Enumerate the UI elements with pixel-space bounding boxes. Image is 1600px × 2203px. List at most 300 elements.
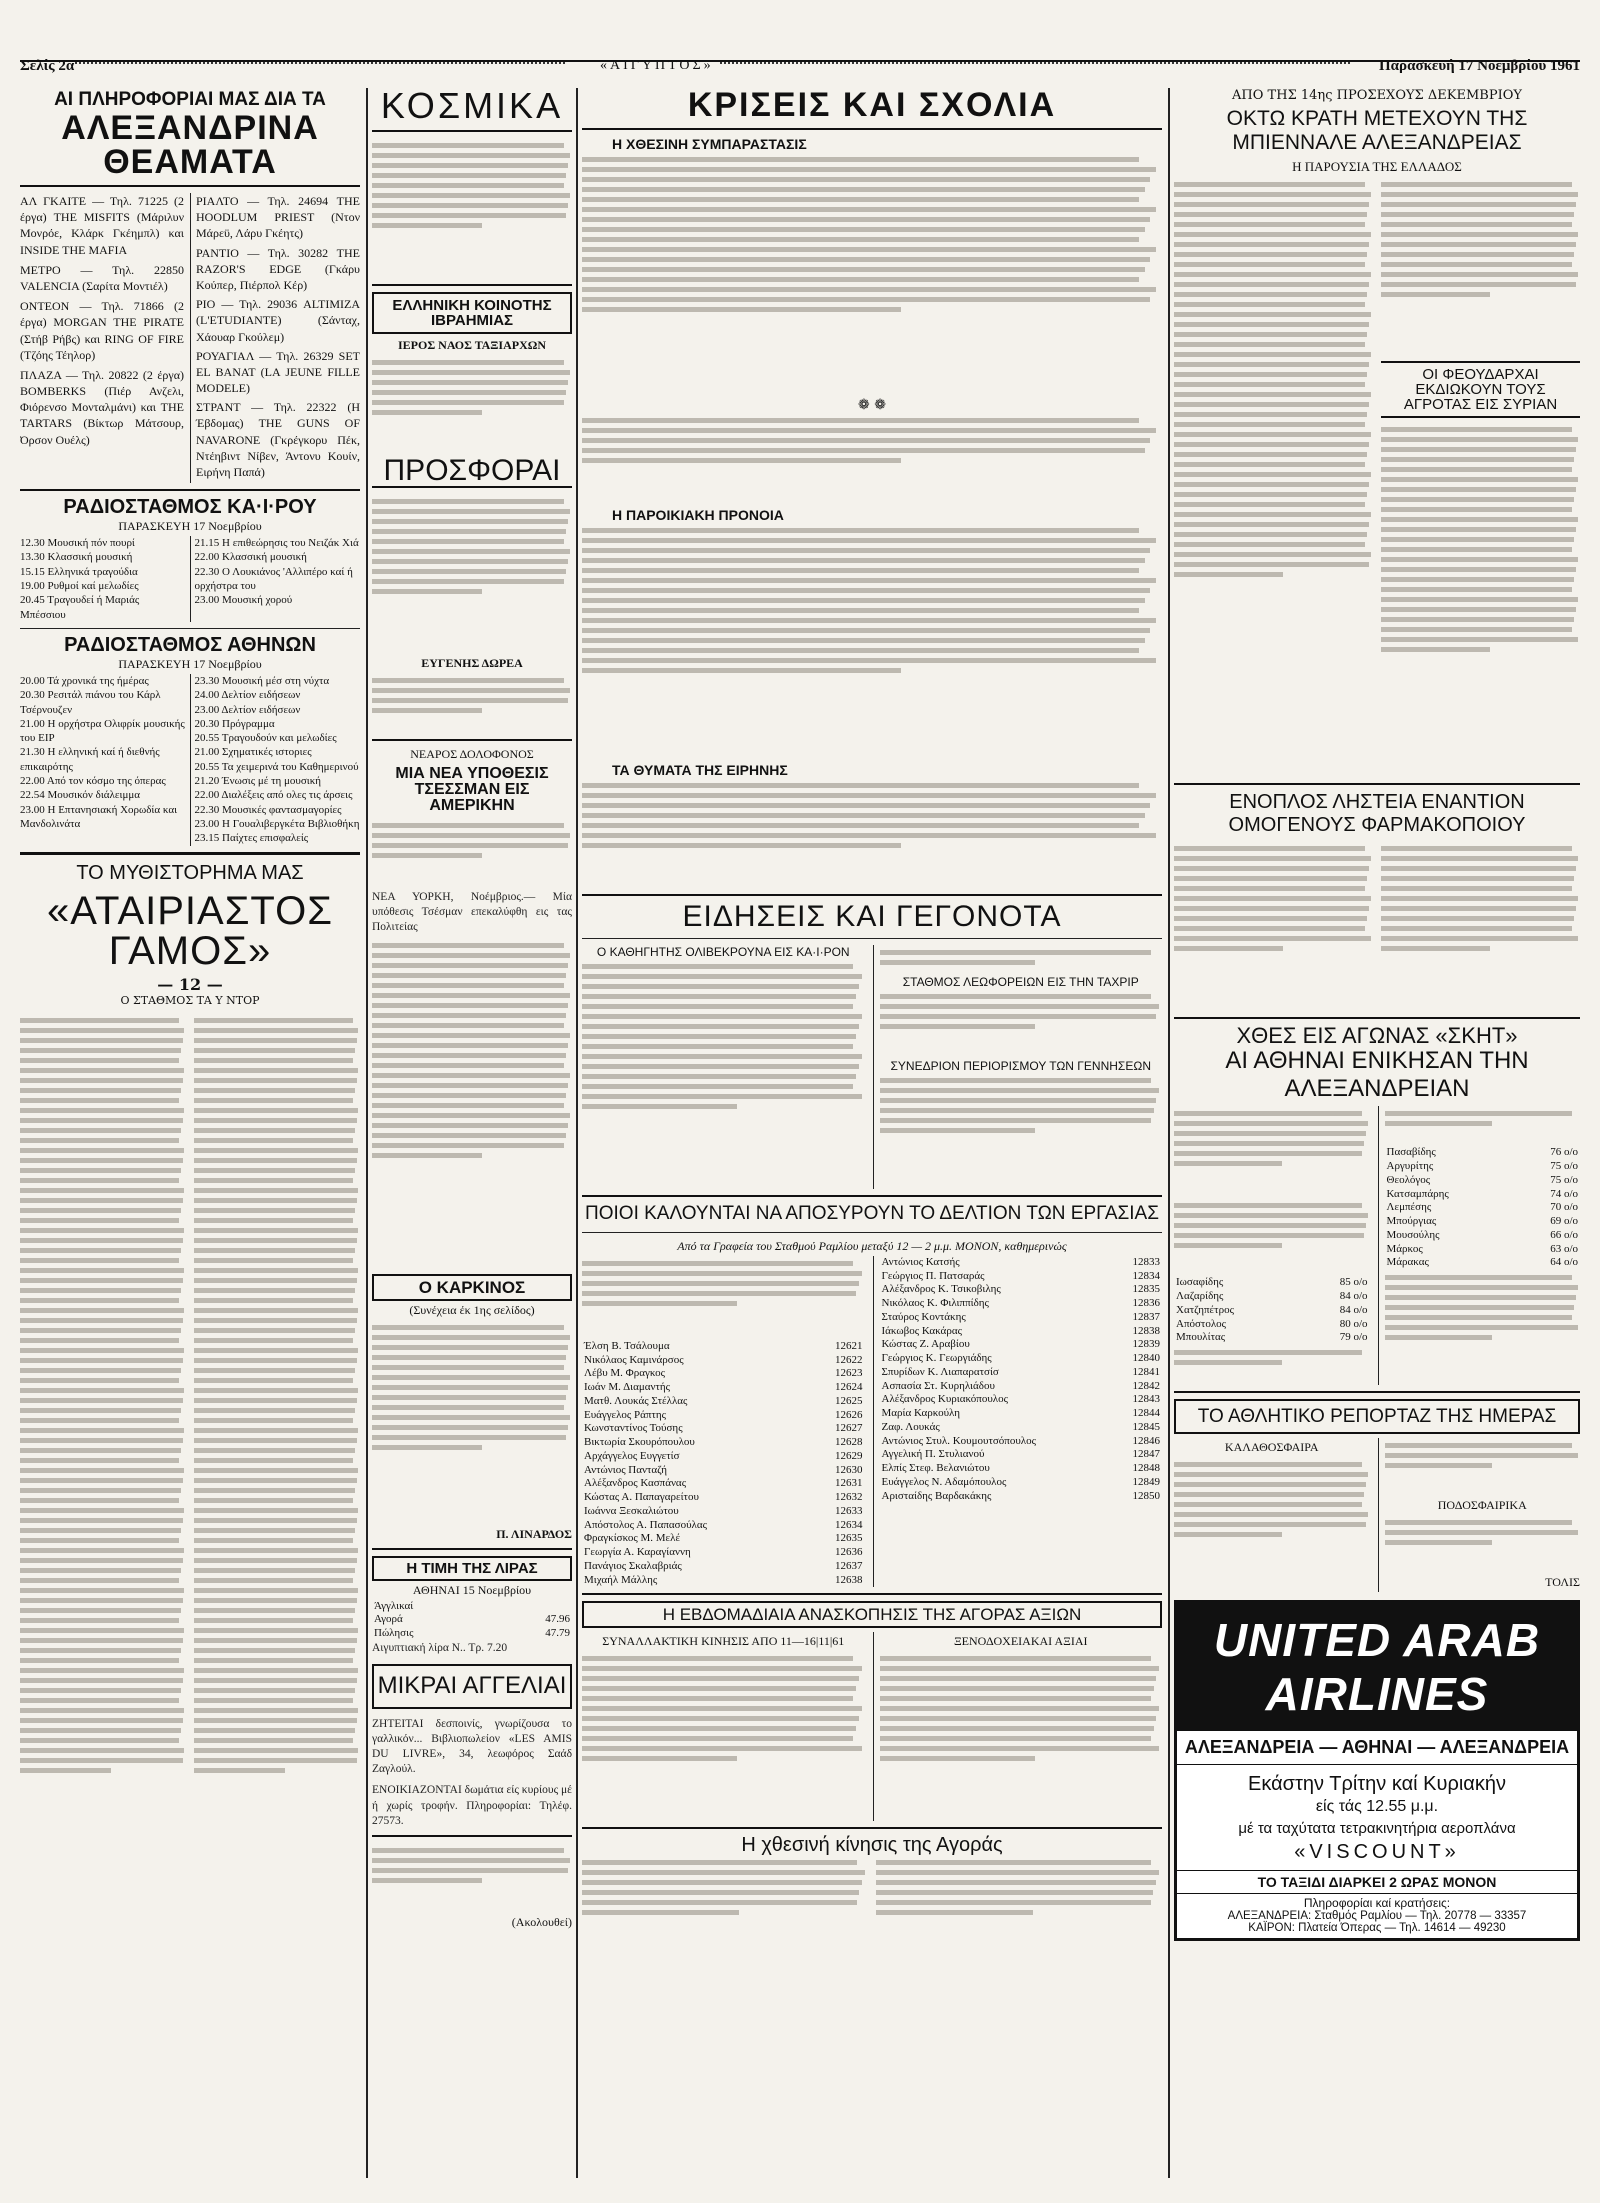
recall-number: 12846 xyxy=(1132,1434,1160,1447)
shooter-name: Μπούργιας xyxy=(1386,1215,1437,1228)
shooter-score: 84 ο/ο xyxy=(1339,1290,1368,1303)
column-arts-sports xyxy=(1174,88,1580,2188)
recall-lists xyxy=(582,1256,1162,1588)
recall-name: Κώστας Ζ. Αραβίου xyxy=(881,1338,970,1351)
cancer-title: Ο ΚΑΡΚΙΝΟΣ xyxy=(372,1274,572,1301)
recall-number: 12841 xyxy=(1132,1365,1160,1378)
shooter-name: Αργυρίτης xyxy=(1386,1160,1434,1173)
masthead xyxy=(20,6,1580,74)
cinema-entry: ΟΝΤΕΟΝ — Τηλ. 71866 (2 έργα) MORGAN THE PIRATE (Στήβ Ρήβς) και RING OF FIRE (Τζόης Τέηλορ) xyxy=(20,299,184,362)
cinema-entry: ΡΟΥΑΓΙΑΛ — Τηλ. 26329 SET EL BANAT (LA JEUNE FILLE MODELE) xyxy=(196,348,360,396)
schedule-item: 21.15 Η επιθεώρησις του Νειζάκ Χιά xyxy=(194,537,359,550)
table-row xyxy=(880,1366,1163,1380)
airline-plane: «VISCOUNT» xyxy=(1294,1841,1460,1864)
skeet-scores-alexandria xyxy=(1174,1276,1370,1345)
shooter-score: 69 ο/ο xyxy=(1550,1215,1578,1228)
recall-name: Κωνσταντίνος Τούσης xyxy=(584,1422,683,1435)
cairo-radio-schedule xyxy=(20,536,360,622)
recall-intro xyxy=(582,1256,865,1340)
church-text xyxy=(372,355,572,450)
sports-signature: ΤΟΛΙΣ xyxy=(1545,1575,1580,1590)
schedule-item: 15.15 Ελληνικά τραγούδια xyxy=(20,565,138,578)
schedule-item: 21.00 Σχηματικές ιστοριες xyxy=(194,746,312,759)
shooter-name: Χατζηπέτρος xyxy=(1176,1303,1234,1316)
welfare-title: Η ΠΑΡΟΙΚΙΑΚΗ ΠΡΟΝΟΙΑ xyxy=(612,507,784,523)
column-rule-3 xyxy=(1168,88,1170,2178)
murder-text xyxy=(372,938,572,1268)
airline-time: είς τάς 12.55 μ.μ. xyxy=(1315,1798,1439,1816)
news-title: ΕΙΔΗΣΕΙΣ ΚΑΙ ΓΕΓΟΝΟΤΑ xyxy=(682,900,1062,933)
schedule-item: 21.20 Ένωσις μέ τη μουσική xyxy=(194,775,322,788)
shooter-score: 63 ο/ο xyxy=(1550,1242,1578,1255)
recall-number: 12630 xyxy=(835,1463,863,1476)
cancer-subtitle: (Συνέχεια έκ 1ης σελίδος) xyxy=(409,1302,535,1317)
recall-number: 12628 xyxy=(835,1436,863,1449)
shooter-name: Μάρκος xyxy=(1386,1242,1423,1255)
column-social xyxy=(372,88,572,2188)
recall-number: 12839 xyxy=(1132,1338,1160,1351)
market-text-right xyxy=(880,1651,1163,1821)
lira-title: Η ΤΙΜΗ ΤΗΣ ΛΙΡΑΣ xyxy=(372,1556,572,1581)
lira-value xyxy=(492,1600,572,1614)
lira-egyptian: Αιγυπτιακή λίρα Ν.. Τρ. 7.20 xyxy=(372,1641,508,1654)
schedule-item: 21.00 Η ορχήστρα Ολιφρίκ μουσικής του ΕΙΡ xyxy=(20,717,185,745)
biennale-kicker: ΑΠΟ ΤΗΣ 14ης ΠΡΟΣΕΧΟΥΣ ΔΕΚΕΜΒΡΙΟΥ xyxy=(1232,88,1522,103)
murder-kicker: ΝΕΑΡΟΣ ΔΟΛΟΦΟΝΟΣ xyxy=(410,747,534,761)
table-row xyxy=(880,1407,1163,1421)
table-row xyxy=(880,1270,1163,1284)
comments-title: ΚΡΙΣΕΙΣ ΚΑΙ ΣΧΟΛΙΑ xyxy=(687,88,1057,124)
airline-alexandria: ΑΛΕΞΑΝΔΡΕΙΑ: Σταθμός Ραμλίου — Τηλ. 20778 — 33357 xyxy=(1227,1910,1527,1923)
schedule-item: 23.00 Μουσική χορού xyxy=(194,594,293,607)
recall-name: Ευάγγελος Ράπτης xyxy=(584,1408,666,1421)
skeet-text-right-2 xyxy=(1385,1270,1581,1380)
shooter-score: 79 ο/ο xyxy=(1339,1331,1368,1344)
cinema-entry: ΡΙΟ — Τηλ. 29036 ALTIMIZA (L'ETUDIANTE) (Σάνταχ, Χάουαρ Γκούλεμ) xyxy=(196,297,360,344)
airline-plane-line: μέ τα ταχύτατα τετρακινητήρια αεροπλάνα xyxy=(1238,1820,1516,1838)
column-rule-2 xyxy=(576,88,578,2178)
biennale-body xyxy=(1174,177,1580,777)
recall-number: 12631 xyxy=(835,1477,863,1490)
novel-part: — 12 — xyxy=(157,974,223,994)
schedule-item: 13.30 Κλασσική μουσική xyxy=(20,551,133,564)
robbery-text-left xyxy=(1174,841,1373,1011)
recall-number: 12838 xyxy=(1132,1324,1160,1337)
shooter-name: Πασαβίδης xyxy=(1386,1146,1436,1159)
recall-number: 12835 xyxy=(1132,1283,1160,1296)
sports-title: ΤΟ ΑΘΛΗΤΙΚΟ ΡΕΠΟΡΤΑΖ ΤΗΣ ΗΜΕΡΑΣ xyxy=(1174,1399,1580,1434)
recall-name: Ελπίς Στεφ. Βελανιώτου xyxy=(881,1462,990,1475)
table-row xyxy=(1174,1276,1370,1290)
recall-name: Ιάκωβος Κακάρας xyxy=(881,1324,962,1337)
shooter-score: 75 ο/ο xyxy=(1550,1160,1578,1173)
table-row xyxy=(1385,1229,1581,1243)
recall-name: Ιωάν Μ. Διαμαντής xyxy=(584,1381,671,1394)
recall-number: 12638 xyxy=(835,1573,863,1586)
community-title: ΕΛΛΗΝΙΚΗ ΚΟΙΝΟΤΗΣ ΙΒΡΑΗΜΙΑΣ xyxy=(372,292,572,334)
birth-control-title: ΣΥΝΕΔΡΙΟΝ ΠΕΡΙΟΡΙΣΜΟΥ ΤΩΝ ΓΕΝΝΗΣΕΩΝ xyxy=(890,1059,1151,1073)
airline-route: ΑΛΕΞΑΝΔΡΕΙΑ — ΑΘΗΝΑΙ — ΑΛΕΞΑΝΔΡΕΙΑ xyxy=(1177,1731,1577,1765)
basketball-title: ΚΑΛΑΘΟΣΦΑΙΡΑ xyxy=(1224,1440,1319,1455)
farmers-title: ΟΙ ΦΕΟΥΔΑΡΧΑΙ ΕΚΔΙΩΚΟΥΝ ΤΟΥΣ ΑΓΡΟΤΑΣ ΕΙΣ ΣΥΡΙΑΝ xyxy=(1381,361,1580,418)
recall-number: 12834 xyxy=(1132,1269,1160,1282)
football-title: ΠΟΔΟΣΦΑΙΡΙΚΑ xyxy=(1437,1498,1527,1513)
shooter-name: Μουσούλης xyxy=(1386,1228,1440,1241)
page-number: Σελίς 2α xyxy=(20,58,75,74)
table-row xyxy=(582,1546,865,1560)
table-row xyxy=(582,1340,865,1354)
schedule-item: 22.00 Διαλέξεις από ολες τις άρσεις xyxy=(194,789,353,802)
lira-label: Πώλησις xyxy=(374,1627,414,1640)
recall-subtitle: Από τα Γραφεία του Σταθμού Ραμλίου μεταξύ 12 — 2 μ.μ. ΜΟΝΟΝ, καθημερινώς xyxy=(677,1238,1067,1253)
lira-table xyxy=(372,1600,572,1641)
recall-number: 12844 xyxy=(1132,1407,1160,1420)
schedule-item: 20.55 Τραγουδούν και μελωδίες xyxy=(194,732,337,745)
recall-title: ΠΟΙΟΙ ΚΑΛΟΥΝΤΑΙ ΝΑ ΑΠΟΣΥΡΟΥΝ ΤΟ ΔΕΛΤΙΟΝ ΤΩΝ ΕΡΓΑΣΙΑΣ xyxy=(585,1203,1159,1224)
biennale-title: ΟΚΤΩ ΚΡΑΤΗ ΜΕΤΕΧΟΥΝ ΤΗΣ ΜΠΙΕΝΝΑΛΕ ΑΛΕΞΑΝΔΡΕΙΑΣ xyxy=(1226,107,1528,155)
skeet-text-left xyxy=(1174,1106,1370,1198)
robbery-text-right xyxy=(1381,841,1580,1011)
gift-text xyxy=(372,673,572,733)
schedule-item: 23.15 Παίχτες επισφαλείς xyxy=(194,832,309,845)
cinema-entry: ΡΑΝΤΙΟ — Τηλ. 30282 THE RAZOR'S EDGE (Γκάρυ Κούπερ, Πιέρπολ Κέρ) xyxy=(196,245,360,292)
table-row xyxy=(880,1352,1163,1366)
recall-number: 12636 xyxy=(835,1546,863,1559)
shooter-score: 70 ο/ο xyxy=(1550,1201,1578,1214)
table-row xyxy=(582,1505,865,1519)
recall-number: 12625 xyxy=(835,1394,863,1407)
skeet-text-left-3 xyxy=(1174,1345,1370,1385)
table-row xyxy=(1385,1146,1581,1160)
table-row xyxy=(880,1380,1163,1394)
shooter-score: 74 ο/ο xyxy=(1550,1187,1578,1200)
biennale-text-left xyxy=(1174,177,1373,777)
recall-name: Ματθ. Λουκάς Στέλλας xyxy=(584,1394,688,1407)
lira-value: 47.79 xyxy=(545,1627,570,1640)
table-row xyxy=(1385,1160,1581,1174)
table-row xyxy=(1385,1215,1581,1229)
shooter-name: Μπουλίτας xyxy=(1176,1331,1226,1344)
recall-name: Αντώνιος Στυλ. Κουμουτσόπουλος xyxy=(881,1434,1036,1447)
table-row xyxy=(582,1491,865,1505)
market-subtitle-left: ΣΥΝΑΛΛΑΚΤΙΚΗ ΚΙΝΗΣΙΣ ΑΠΟ 11—16|11|61 xyxy=(602,1634,845,1649)
table-row xyxy=(880,1435,1163,1449)
recall-name: Βικτωρία Σκουρόπουλου xyxy=(584,1436,695,1449)
novel-kicker: ΤΟ ΜΥΘΙΣΤΟΡΗΜΑ ΜΑΣ xyxy=(76,861,304,884)
cinema-list-left xyxy=(20,193,184,483)
recall-name: Μαρία Καρκούλη xyxy=(881,1407,961,1420)
recall-number: 12635 xyxy=(835,1532,863,1545)
schedule-item: 20.30 Ρεσιτάλ πιάνου του Κάρλ Τσέρνουζεν xyxy=(20,689,161,716)
offers-title: ΠΡΟΣΦΟΡΑΙ xyxy=(372,456,572,488)
recall-name: Απόστολος Α. Παπασούλας xyxy=(584,1518,707,1531)
airline-duration: ΤΟ ΤΑΞΙΔΙ ΔΙΑΡΚΕΙ 2 ΩΡΑΣ ΜΟΝΟΝ xyxy=(1177,1870,1577,1894)
yesterday-text-left xyxy=(582,1855,868,1947)
schedule-item: 23.00 Η Επτανησιακή Χορωδία και Μανδολινάτα xyxy=(20,803,178,830)
table-row xyxy=(582,1477,865,1491)
bus-station-title: ΣΤΑΘΜΟΣ ΛΕΩΦΟΡΕΙΩΝ ΕΙΣ ΤΗΝ ΤΑΧΡΙΡ xyxy=(902,975,1139,989)
recall-number: 12840 xyxy=(1132,1352,1160,1365)
cancer-author: Π. ΛΙΝΑΡΔΟΣ xyxy=(496,1526,572,1541)
recall-number: 12624 xyxy=(835,1381,863,1394)
table-row xyxy=(880,1283,1163,1297)
issue-date: Παρασκευή 17 Νοεμβρίου 1961 xyxy=(1379,58,1580,74)
market-title: Η ΕΒΔΟΜΑΔΙΑΙΑ ΑΝΑΣΚΟΠΗΣΙΣ ΤΗΣ ΑΓΟΡΑΣ ΑΞΙΩΝ xyxy=(582,1601,1162,1628)
table-row xyxy=(880,1476,1163,1490)
schedule-item: 22.00 Από τον κόσμο της όπερας xyxy=(20,775,166,788)
masthead-dots-right xyxy=(720,62,1350,64)
welfare-text xyxy=(582,523,1162,758)
recall-name: Αρχάγγελος Ευγγετίσ xyxy=(584,1449,680,1462)
table-row xyxy=(582,1381,865,1395)
airline-advertisement xyxy=(1174,1600,1580,1941)
recall-name: Αλέξανδρος Κυριακόπουλος xyxy=(881,1393,1008,1406)
table-row xyxy=(880,1421,1163,1435)
solidarity-text-2 xyxy=(582,413,1162,501)
skeet-kicker: ΧΘΕΣ ΕΙΣ ΑΓΩΝΑΣ «ΣΚΗΤ» xyxy=(1236,1023,1518,1049)
recall-number: 12626 xyxy=(835,1408,863,1421)
schedule-item: 12.30 Μουσική πόν πουρί xyxy=(20,537,135,550)
recall-number: 12629 xyxy=(835,1449,863,1462)
recall-name: Αρισταίδης Βαρδακάκης xyxy=(881,1489,992,1502)
novel-title: «ΑΤΑΙΡΙΑΣΤΟΣ ΓΑΜΟΣ» xyxy=(47,888,333,973)
shooter-name: Λεμπέσης xyxy=(1386,1201,1432,1214)
table-row xyxy=(880,1462,1163,1476)
schedule-item: 23.00 Η Γουαλιβεργκέτα Βιβλιοθήκη xyxy=(194,817,360,830)
table-row xyxy=(1385,1201,1581,1215)
bus-station-text xyxy=(880,989,1163,1059)
table-row xyxy=(880,1256,1163,1270)
novel-text-left xyxy=(20,1013,186,2153)
market-columns xyxy=(582,1632,1162,1821)
table-row xyxy=(1385,1188,1581,1202)
recall-table-left xyxy=(582,1340,865,1588)
table-row xyxy=(1174,1304,1370,1318)
table-row xyxy=(582,1422,865,1436)
farmers-text xyxy=(1381,422,1580,774)
schedule-item: 23.00 Δελτίον ειδήσεων xyxy=(194,703,301,716)
table-row xyxy=(372,1600,572,1614)
table-row xyxy=(1385,1174,1581,1188)
skeet-title: ΑΙ ΑΘΗΝΑΙ ΕΝΙΚΗΣΑΝ ΤΗΝ ΑΛΕΞΑΝΔΡΕΙΑΝ xyxy=(1225,1047,1529,1102)
news-text xyxy=(880,945,1163,975)
sports-body xyxy=(1174,1438,1580,1592)
shooter-score: 85 ο/ο xyxy=(1339,1276,1368,1289)
cinema-entry: ΜΕΤΡΟ — Τηλ. 22850 VALENCIA (Σαρίτα Μοντιέλ) xyxy=(20,262,184,293)
recall-name: Μιχαήλ Μάλλης xyxy=(584,1573,658,1586)
schedule-item: 22.30 Μουσικές φαντασμαγορίες xyxy=(194,803,342,816)
skeet-scores-athens xyxy=(1385,1146,1581,1270)
recall-number: 12842 xyxy=(1132,1379,1160,1392)
table-row xyxy=(880,1297,1163,1311)
victims-text xyxy=(582,778,1162,888)
athens-radio-title: ΡΑΔΙΟΣΤΑΘΜΟΣ ΑΘΗΝΩΝ xyxy=(64,633,316,656)
robbery-body xyxy=(1174,841,1580,1011)
table-row xyxy=(880,1311,1163,1325)
theatres-title: ΑΛΕΞΑΝΔΡΙΝΑ ΘΕΑΜΑΤΑ xyxy=(61,109,319,181)
table-row xyxy=(582,1367,865,1381)
airline-cairo: ΚΑΪΡΟΝ: Πλατεία Όπερας — Τηλ. 14614 — 49230 xyxy=(1248,1922,1506,1935)
cairo-radio-title: ΡΑΔΙΟΣΤΑΘΜΟΣ ΚΑ·Ι·ΡΟΥ xyxy=(63,496,317,519)
shooter-score: 76 ο/ο xyxy=(1550,1146,1578,1159)
murder-title: ΜΙΑ ΝΕΑ ΥΠΟΘΕΣΙΣ ΤΣΕΣΣΜΑΝ ΕΙΣ ΑΜΕΡΙΚΗΝ xyxy=(395,765,549,814)
recall-name: Πανάγιος Σκαλαβριάς xyxy=(584,1559,682,1572)
athens-radio-schedule xyxy=(20,674,360,846)
recall-number: 12833 xyxy=(1132,1255,1160,1268)
schedule-item: 20.45 Τραγουδεί ή Μαριάς Μπέσσιου xyxy=(20,594,140,621)
shooter-name: Απόστολος xyxy=(1176,1317,1227,1330)
yesterday-market-columns xyxy=(582,1855,1162,1947)
schedule-item: 20.55 Τα χειμερινά του Καθημερινού xyxy=(194,760,359,773)
recall-number: 12837 xyxy=(1132,1310,1160,1323)
classified-ad: ΕΝΟΙΚΙΑΖΟΝΤΑΙ δωμάτια είς κυρίους μέ ή χωρίς τροφήν. Πληροφορίαι: Τηλέφ. 27573. xyxy=(372,1784,572,1827)
schedule-item: 19.00 Ρυθμοί καί μελωδίες xyxy=(20,580,139,593)
novel-text-right xyxy=(194,1013,360,2153)
recall-name: Σταύρος Κοντάκης xyxy=(881,1310,966,1323)
cinema-entry: ΡΙΑΛΤΟ — Τηλ. 24694 THE HOODLUM PRIEST (Ντον Μάρεϋ, Λάρυ Γκέητς) xyxy=(196,194,360,241)
recall-name: Αντώνιος Κατσής xyxy=(881,1255,960,1268)
table-row xyxy=(880,1448,1163,1462)
recall-number: 12848 xyxy=(1132,1462,1160,1475)
birth-control-text xyxy=(880,1073,1163,1168)
recall-number: 12623 xyxy=(835,1367,863,1380)
recall-name: Σπυρίδων Κ. Λιαπαρατσίσ xyxy=(881,1365,999,1378)
recall-name: Αγγελική Π. Στυλιανού xyxy=(881,1448,985,1461)
continued-note: (Ακολουθεί) xyxy=(511,1914,572,1929)
schedule-item: 21.30 Η ελληνική καί ή διεθνής επικαιρότης xyxy=(20,746,160,773)
schedule-item: 24.00 Δελτίον ειδήσεων xyxy=(194,689,301,702)
robbery-title: ΕΝΟΠΛΟΣ ΛΗΣΤΕΙΑ ΕΝΑΝΤΙΟΝ ΟΜΟΓΕΝΟΥΣ ΦΑΡΜΑΚΟΠΟΙΟΥ xyxy=(1228,791,1526,837)
recall-number: 12845 xyxy=(1132,1420,1160,1433)
shooter-name: Ιωσαφίδης xyxy=(1176,1276,1224,1289)
solidarity-title: Η ΧΘΕΣΙΝΗ ΣΥΜΠΑΡΑΣΤΑΣΙΣ xyxy=(612,136,807,152)
church-title: ΙΕΡΟΣ ΝΑΟΣ ΤΑΞΙΑΡΧΩΝ xyxy=(397,338,547,352)
novel-body xyxy=(20,1013,360,2153)
recall-number: 12637 xyxy=(835,1559,863,1572)
cairo-radio-date: ΠΑΡΑΣΚΕΥΗ 17 Νοεμβρίου xyxy=(118,519,262,534)
table-row xyxy=(1174,1290,1370,1304)
cinema-entry: ΣΤΡΑΝΤ — Τηλ. 22322 (Η Έβδομας) THE GUNS OF NAVARONE (Γκρέγκορυ Πέκ, Ντέηβιντ Νίβεν, Άντονυ Κουίν, Ειρήνη Παπά) xyxy=(196,400,360,479)
shooter-score: 75 ο/ο xyxy=(1550,1173,1578,1186)
shooter-score: 84 ο/ο xyxy=(1339,1303,1368,1316)
sports-text xyxy=(1385,1438,1581,1496)
athens-radio-date: ΠΑΡΑΣΚΕΥΗ 17 Νοεμβρίου xyxy=(118,656,262,671)
recall-number: 12633 xyxy=(835,1504,863,1517)
recall-number: 12634 xyxy=(835,1518,863,1531)
cancer-text xyxy=(372,1320,572,1525)
recall-number: 12850 xyxy=(1132,1489,1160,1502)
lira-value: 47.96 xyxy=(545,1613,570,1626)
recall-number: 12622 xyxy=(835,1353,863,1366)
solidarity-text xyxy=(582,152,1162,397)
skeet-text-left-2 xyxy=(1174,1198,1370,1276)
recall-name: Λέβυ Μ. Φραγκος xyxy=(584,1367,665,1380)
lira-date: ΑΘΗΝΑΙ 15 Νοεμβρίου xyxy=(412,1582,532,1597)
table-row xyxy=(582,1450,865,1464)
recall-name: Γεώργιος Κ. Γεωργιάδης xyxy=(881,1352,992,1365)
recall-number: 12632 xyxy=(835,1491,863,1504)
cinema-list-right xyxy=(190,193,360,483)
cinema-entry: ΠΛΑΖΑ — Τηλ. 20822 (2 έργα) BOMBERKS (Πιέρ Ανζελι, Φιόρενσο Μονταλμάνι) και THE TARTARS (Βίκτωρ Μάτσουρ, Όρσον Ουέλς) xyxy=(20,367,184,447)
table-row xyxy=(1385,1256,1581,1270)
biennale-text-right xyxy=(1381,177,1580,357)
recall-number: 12836 xyxy=(1132,1297,1160,1310)
recall-name: Αλέξανδρος Κ. Τσικοβιλης xyxy=(881,1283,1001,1296)
tail-text xyxy=(372,1843,572,1913)
shooter-score: 64 ο/ο xyxy=(1550,1256,1578,1269)
table-row xyxy=(372,1627,572,1641)
schedule-item: 22.54 Μουσικόν διάλειμμα xyxy=(20,789,141,802)
table-row xyxy=(1385,1243,1581,1257)
table-row xyxy=(582,1519,865,1533)
recall-name: Έλση Β. Τσάλουμα xyxy=(584,1339,670,1352)
recall-name: Νικόλαος Κ. Φιλιππίδης xyxy=(881,1297,989,1310)
professor-text xyxy=(582,959,865,1189)
basketball-text xyxy=(1174,1457,1370,1577)
table-row xyxy=(880,1338,1163,1352)
recall-name: Ιωάννα Ξεσκαλιώτου xyxy=(584,1504,679,1517)
murder-dateline: ΝΕΑ ΥΟΡΚΗ, Νοέμβριος.— Μία υπόθεσις Τσέσμαν επεκαλύφθη εις τας Πολιτείας xyxy=(372,891,572,934)
offers-text xyxy=(372,494,572,654)
recall-name: Αλέξανδρος Κασπάνας xyxy=(584,1477,687,1490)
theatres-kicker: ΑΙ ΠΛΗΡΟΦΟΡΙΑΙ ΜΑΣ ΔΙΑ ΤΑ xyxy=(54,89,326,110)
classifieds-title: ΜΙΚΡΑΙ ΑΓΓΕΛΙΑΙ xyxy=(372,1664,572,1709)
recall-table-right xyxy=(880,1256,1163,1504)
table-row xyxy=(582,1574,865,1588)
football-text xyxy=(1385,1515,1581,1573)
recall-name: Ασπασία Στ. Κυρηλιάδου xyxy=(881,1379,995,1392)
classified-ad: ΖΗΤΕΙΤΑΙ δεσποινίς, γνωρίζουσα το γαλλικόν... Βιβλιοπωλείον «LES AMIS DU LIVRE», 34, λεωφόρος Σαάδ Ζαγλούλ. xyxy=(372,1717,572,1776)
recall-name: Ζαφ. Λουκάς xyxy=(881,1420,940,1433)
table-row xyxy=(582,1560,865,1574)
recall-name: Γεωργία Α. Καραγίαννη xyxy=(584,1546,691,1559)
table-row xyxy=(582,1354,865,1368)
column-entertainment xyxy=(20,88,360,2188)
news-columns xyxy=(582,945,1162,1189)
victims-title: ΤΑ ΘΥΜΑΤΑ ΤΗΣ ΕΙΡΗΝΗΣ xyxy=(612,762,788,778)
table-row xyxy=(582,1464,865,1478)
shooter-name: Μάρακας xyxy=(1386,1256,1429,1269)
market-subtitle-right: ΞΕΝΟΔΟΧΕΙΑΚΑΙ ΑΞΙΑΙ xyxy=(953,1634,1088,1649)
airline-brand: UNITED ARAB AIRLINES xyxy=(1177,1603,1577,1731)
table-row xyxy=(1174,1331,1370,1345)
table-row xyxy=(582,1409,865,1423)
masthead-dots-left xyxy=(75,62,565,64)
novel-author: Ο ΣΤΑΘΜΟΣ ΤΑ Υ ΝΤΟΡ xyxy=(120,993,260,1007)
yesterday-market-title: Η χθεσινή κίνησις της Αγοράς xyxy=(741,1834,1003,1857)
social-title: ΚΟΣΜΙΚΑ xyxy=(380,88,564,126)
airline-days: Εκάστην Τρίτην καί Κυριακήν xyxy=(1248,1773,1506,1796)
table-row xyxy=(1174,1318,1370,1332)
column-comments: ΚΡΙΣΕΙΣ ΚΑΙ ΣΧΟΛΙΑ Η ΧΘΕΣΙΝΗ ΣΥΜΠΑΡΑΣΤΑΣΙΣ ❁ ❁ Η ΠΑΡΟΙΚΙΑΚΗ ΠΡΟΝΟΙΑ ΤΑ ΘΥΜΑΤΑ ΤΗΣ ΕΙΡΗΝΗΣ ΕΙΔΗΣΕΙΣ ΚΑΙ ΓΕΓΟΝΟΤΑ Ο ΚΑΘΗΓΗΤΗΣ ΟΛΙΒΕΚΡΟΥΝΑ ΕΙΣ ΚΑ·Ι·ΡΟΝ ΣΤΑΘΜΟΣ ΛΕΩΦΟΡΕΙΩΝ ΕΙΣ ΤΗΝ ΤΑΧΡΙΡ ΣΥΝΕΔΡΙΟΝ ΠΕΡΙΟΡΙΣΜΟΥ ΤΩΝ ΓΕΝΝΗΣΕΩΝ ΠΟΙΟΙ ΚΑΛΟΥΝΤΑΙ ΝΑ ΑΠΟΣΥΡΟΥΝ ΤΟ ΔΕΛΤΙΟΝ ΤΩΝ ΕΡΓΑΣΙΑΣ Από τα Γραφεία του Σταθμού Ραμλίου μεταξύ 12 — 2 μ.μ. ΜΟΝΟΝ, καθημερινώς Έλση Β. Τσάλουμα 12621 Νικόλαος Καμινάρσος 12622 Λέβυ Μ. Φραγκος 12623 Ιωάν Μ. Διαμαντής 12624 Ματθ. Λουκάς Στέλλας 12625 Ευάγγελος Ράπτης 12626 Κωνσταντίνος Τούσης 12627 Βικτωρία Σκουρόπουλου 12628 Αρχάγγελος Ευγγετίσ 12629 Αντώνιος Πανταζή 12630 Αλέξανδρος Κασπάνας 12631 Κώστας Α. Παπαγαρείτου 12632 Ιωάννα Ξεσκαλιώτου 12633 Απόστολος Α. Παπασούλας 12634 Φραγκίσκος Μ. Μελέ 12635 Γεωργία Α. Καραγίαννη 12636 Πανάγιος Σκαλαβριάς 12637 Μιχαήλ Μάλλης 12638 Αντώνιος Κατσής 12833 Γεώργιος Π. Πατσαράς 12834 Αλέξανδρος Κ. Τσικοβιλης 12835 Νικόλαος Κ. Φιλιππίδης 12836 Σταύρος Κοντάκης 12837 Ιάκωβος Κακάρας 12838 Κώστας Ζ. Αραβίου 12839 Γεώργιος Κ. Γεωργιάδης 12840 Σπυρίδων Κ. Λιαπαρατσίσ 12841 Ασπασία Στ. Κυρηλιάδου 12842 Αλέξανδρος Κυριακόπουλος 12843 Μαρία Καρκούλη 12844 Ζαφ. Λουκάς 12845 Αντώνιος Στυλ. Κουμουτσόπουλος 12846 Αγγελική Π. Στυλιανού 12847 Ελπίς Στεφ. Βελανιώτου 12848 Ευάγγελος Ν. Αδαμόπουλος 12849 Αρισταίδης Βαρδακάκης 12850 Η ΕΒΔΟΜΑΔΙΑΙΑ ΑΝΑΣΚΟΠΗΣΙΣ ΤΗΣ ΑΓΟΡΑΣ ΑΞΙΩΝ ΣΥΝΑΛΛΑΚΤΙΚΗ ΚΙΝΗΣΙΣ ΑΠΟ 11—16|11|61 ΞΕΝΟΔΟΧΕΙΑΚΑΙ ΑΞΙΑΙ Η χθεσινή κίνησις της Αγοράς xyxy=(582,88,1162,2188)
table-row xyxy=(582,1436,865,1450)
shooter-name: Θεολόγος xyxy=(1386,1173,1431,1186)
recall-name: Αντώνιος Πανταζή xyxy=(584,1463,668,1476)
recall-number: 12627 xyxy=(835,1422,863,1435)
recall-number: 12849 xyxy=(1132,1475,1160,1488)
recall-name: Ευάγγελος Ν. Αδαμόπουλος xyxy=(881,1475,1007,1488)
schedule-item: 23.30 Μουσική μέσ στη νύχτα xyxy=(194,674,330,687)
recall-name: Κώστας Α. Παπαγαρείτου xyxy=(584,1491,699,1504)
recall-name: Γεώργιος Π. Πατσαράς xyxy=(881,1269,985,1282)
schedule-item: 22.30 Ο Λουκιάνος 'Αλλιπέρο καί ή ορχήστρα του xyxy=(194,565,353,593)
table-row xyxy=(880,1325,1163,1339)
recall-name: Νικόλαος Καμινάρσος xyxy=(584,1353,684,1366)
airline-info: Πληροφορίαι καί κρατήσεις: xyxy=(1303,1896,1451,1911)
professor-title: Ο ΚΑΘΗΓΗΤΗΣ ΟΛΙΒΕΚΡΟΥΝΑ ΕΙΣ ΚΑ·Ι·ΡΟΝ xyxy=(596,945,850,959)
lira-label: Άγγλικαί xyxy=(374,1599,414,1612)
schedule-item: 22.00 Κλασσική μουσική xyxy=(194,551,307,564)
